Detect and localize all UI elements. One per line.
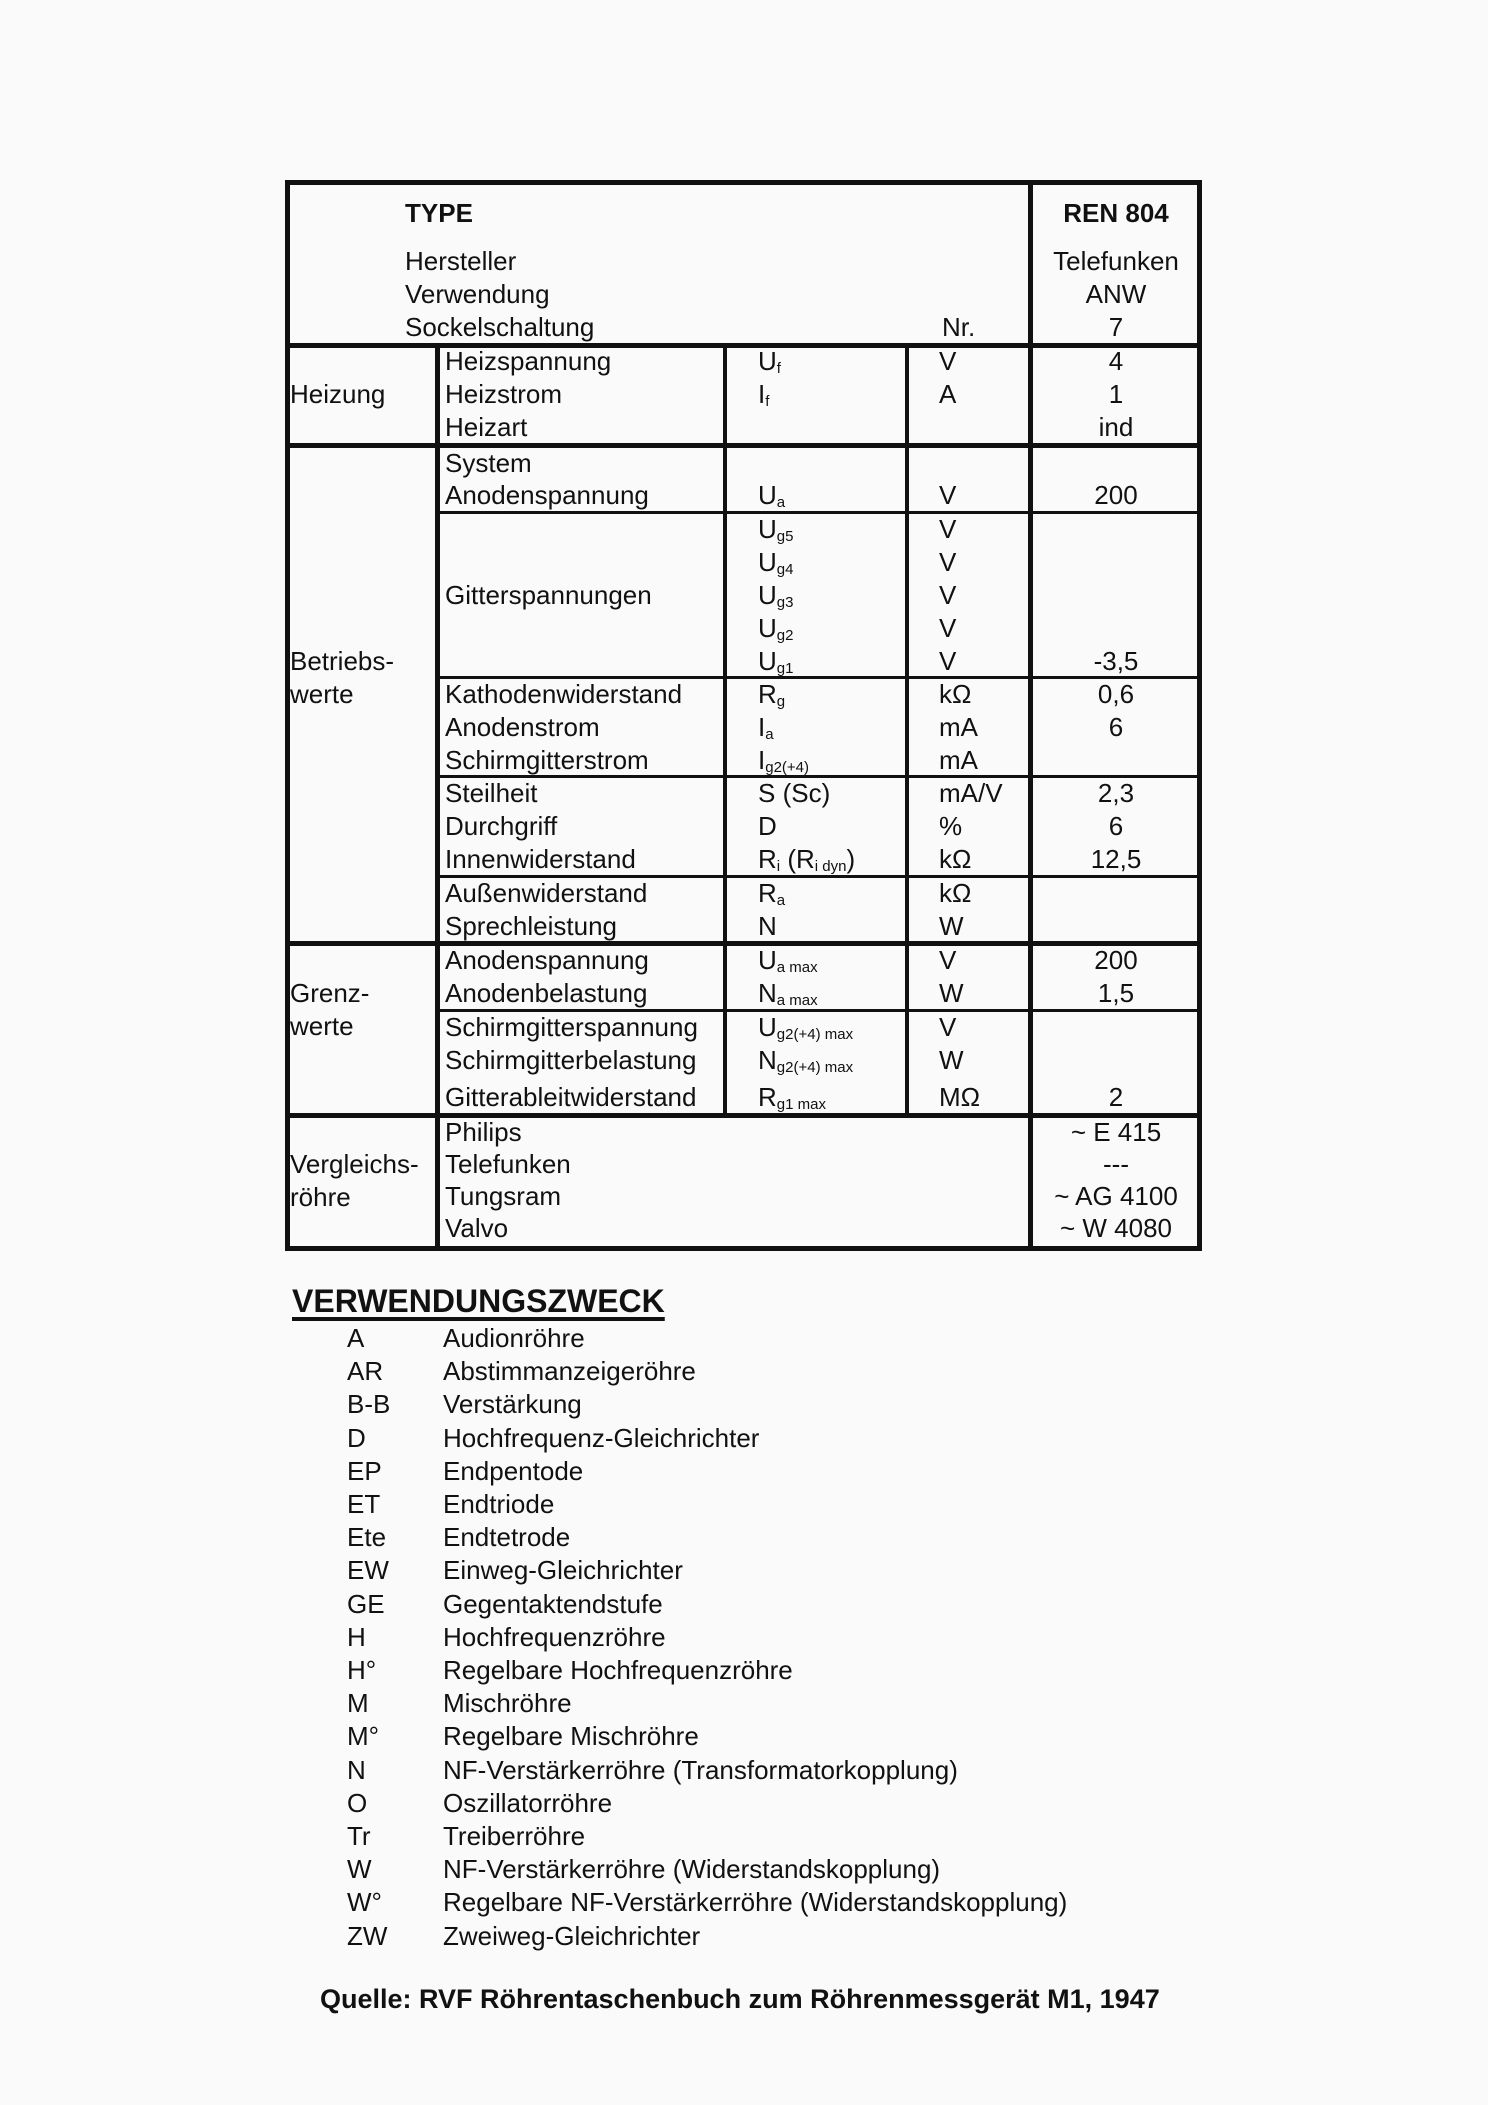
param-value: 200 — [1094, 480, 1138, 510]
param-symbol — [758, 645, 793, 678]
param-value: 2 — [1108, 1082, 1124, 1112]
legend-description: Verstärkung — [443, 1389, 582, 1420]
sockel-value: 7 — [1108, 312, 1124, 342]
symbol-base: R — [758, 844, 777, 874]
legend-description: Regelbare NF-Verstärkerröhre (Widerstandskopplung) — [443, 1887, 1068, 1918]
symbol-base: U — [758, 346, 777, 376]
legend-code: A — [347, 1323, 365, 1353]
symbol-base: I — [758, 712, 766, 742]
param-value: -3,5 — [1093, 646, 1139, 676]
legend-code: EW — [347, 1555, 389, 1586]
legend-description: Endtriode — [443, 1489, 555, 1519]
param-value: 4 — [1108, 346, 1124, 376]
symbol-base: U — [758, 514, 777, 544]
param-unit: mA/V — [939, 778, 1003, 808]
betrieb-group-label-1: Betriebs- — [290, 646, 395, 676]
symbol-subscript: f — [776, 360, 781, 377]
param-unit: kΩ — [939, 878, 972, 908]
param-label: Anodenspannung — [445, 480, 649, 510]
comparison-value: ~ E 415 — [1070, 1117, 1162, 1147]
symbol-subscript: f — [765, 393, 770, 410]
legend-code: Tr — [347, 1821, 371, 1851]
param-label: Anodenbelastung — [445, 978, 648, 1008]
param-symbol — [758, 810, 777, 843]
param-unit: V — [939, 613, 957, 643]
symbol-base: R — [758, 679, 777, 709]
grenz-group-label-2: werte — [290, 1011, 354, 1041]
symbol-base: R — [758, 1082, 777, 1112]
legend-code: O — [347, 1787, 368, 1818]
symbol-subscript: g2(+4) — [765, 759, 810, 776]
comparison-maker: Philips — [445, 1117, 522, 1147]
legend-description: Zweiweg-Gleichrichter — [443, 1920, 701, 1951]
param-symbol — [758, 977, 818, 1010]
symbol-base: I — [758, 745, 766, 775]
legend-code: ZW — [347, 1920, 388, 1951]
legend-description: Abstimmanzeigeröhre — [443, 1356, 696, 1387]
symbol-base: U — [758, 646, 777, 676]
legend-description: Endpentode — [443, 1455, 584, 1486]
symbol-base: U — [758, 580, 777, 610]
legend-code: W — [347, 1854, 372, 1885]
symbol-subscript: a max — [776, 992, 818, 1009]
param-symbol — [758, 479, 785, 512]
hersteller-value: Telefunken — [1053, 246, 1179, 276]
symbol-subscript: a — [776, 892, 786, 909]
legend-description: Treiberröhre — [443, 1821, 586, 1851]
legend-code: H° — [347, 1655, 377, 1685]
param-unit: MΩ — [939, 1082, 981, 1112]
comparison-maker: Valvo — [445, 1213, 509, 1243]
type-label: TYPE — [405, 198, 473, 228]
legend-code: M° — [347, 1721, 380, 1752]
symbol-subscript: a — [776, 494, 786, 511]
symbol-subscript: g1 — [776, 660, 794, 677]
param-label: Durchgriff — [445, 811, 558, 841]
param-unit: W — [939, 1045, 964, 1075]
table-rule — [905, 345, 909, 1115]
symbol-subscript: i dyn — [814, 858, 847, 875]
legend-description: Hochfrequenzröhre — [443, 1621, 666, 1652]
param-symbol — [758, 378, 769, 411]
symbol-base: S (Sc) — [758, 778, 831, 808]
symbol-base: ) — [846, 844, 856, 874]
legend-description: Audionröhre — [443, 1323, 585, 1353]
vergleich-group-label-2: röhre — [290, 1182, 351, 1212]
legend-code: W° — [347, 1887, 382, 1918]
symbol-base: N — [758, 978, 777, 1008]
symbol-subscript: g4 — [776, 561, 794, 578]
param-symbol — [758, 1081, 826, 1114]
param-symbol — [758, 1044, 853, 1077]
hersteller-label: Hersteller — [405, 246, 517, 276]
legend-code: GE — [347, 1588, 385, 1619]
symbol-base: U — [758, 1012, 777, 1042]
legend-code: M — [347, 1688, 369, 1719]
param-value: 2,3 — [1097, 778, 1135, 808]
param-unit: V — [939, 346, 957, 376]
param-label: Steilheit — [445, 778, 538, 808]
symbol-subscript: i — [776, 858, 781, 875]
legend-code: N — [347, 1754, 366, 1785]
legend-title: VERWENDUNGSZWECK — [292, 1283, 665, 1319]
symbol-subscript: g2(+4) max — [776, 1026, 854, 1043]
param-symbol — [758, 777, 830, 810]
param-unit: mA — [939, 745, 978, 775]
sockel-nr-label: Nr. — [942, 312, 976, 342]
param-unit: W — [939, 978, 964, 1008]
param-symbol — [758, 877, 785, 910]
param-value: 200 — [1094, 945, 1138, 975]
type-value: REN 804 — [1063, 198, 1169, 228]
param-value: ind — [1098, 412, 1134, 442]
param-label: Heizstrom — [445, 379, 563, 409]
legend-description: NF-Verstärkerröhre (Transformatorkopplung) — [443, 1754, 958, 1785]
param-unit: kΩ — [939, 844, 972, 874]
param-value: 6 — [1108, 811, 1124, 841]
symbol-subscript: g1 max — [776, 1096, 826, 1113]
symbol-base: U — [758, 613, 777, 643]
symbol-base: I — [758, 379, 766, 409]
param-label: Schirmgitterspannung — [445, 1012, 698, 1042]
table-rule — [435, 345, 440, 1251]
grenz-group-label-1: Grenz- — [290, 978, 370, 1008]
param-label: Heizart — [445, 412, 528, 442]
symbol-subscript: g — [776, 693, 786, 710]
symbol-subscript: g5 — [776, 528, 794, 545]
legend-code: D — [347, 1422, 366, 1453]
param-unit: V — [939, 480, 957, 510]
legend-code: H — [347, 1621, 366, 1652]
symbol-subscript: a max — [776, 959, 818, 976]
param-unit: V — [939, 514, 957, 544]
param-unit: W — [939, 911, 964, 941]
verwendung-label: Verwendung — [405, 279, 550, 309]
symbol-base: N — [758, 911, 777, 941]
symbol-base: U — [758, 480, 777, 510]
param-unit: V — [939, 646, 957, 676]
param-symbol — [758, 1011, 853, 1044]
source-citation: Quelle: RVF Röhrentaschenbuch zum Röhrenmessgerät M1, 1947 — [320, 1984, 1160, 2014]
symbol-base: (R — [780, 844, 815, 874]
sockel-label: Sockelschaltung — [405, 312, 595, 342]
symbol-subscript: g3 — [776, 594, 794, 611]
comparison-maker: Telefunken — [445, 1149, 571, 1179]
param-unit: V — [939, 547, 957, 577]
legend-description: Mischröhre — [443, 1688, 572, 1719]
param-label: Anodenspannung — [445, 945, 649, 975]
comparison-maker: Tungsram — [445, 1181, 562, 1211]
symbol-subscript: g2(+4) max — [776, 1059, 854, 1076]
param-symbol — [758, 546, 793, 579]
param-symbol — [758, 612, 793, 645]
param-unit: A — [939, 379, 957, 409]
param-unit: mA — [939, 712, 978, 742]
symbol-base: R — [758, 878, 777, 908]
param-symbol — [758, 910, 777, 943]
param-value: 1 — [1108, 379, 1124, 409]
legend-code: EP — [347, 1455, 382, 1486]
legend-code: ET — [347, 1489, 381, 1519]
param-value: 1,5 — [1097, 978, 1135, 1008]
param-label: Heizspannung — [445, 346, 612, 376]
symbol-base: U — [758, 945, 777, 975]
gitter-label: Gitterspannungen — [445, 580, 652, 610]
param-value: 0,6 — [1097, 679, 1135, 709]
param-label: Außenwiderstand — [445, 878, 648, 908]
symbol-base: U — [758, 547, 777, 577]
symbol-base: D — [758, 811, 777, 841]
param-label: Kathodenwiderstand — [445, 679, 683, 709]
symbol-subscript: a — [765, 726, 774, 743]
legend-description: Regelbare Hochfrequenzröhre — [443, 1655, 793, 1685]
param-symbol — [758, 711, 774, 744]
comparison-value: --- — [1103, 1149, 1129, 1179]
param-label: Sprechleistung — [445, 911, 617, 941]
betrieb-group-label-2: werte — [290, 679, 354, 709]
table-rule — [723, 345, 727, 1115]
param-symbol — [758, 744, 809, 777]
legend-description: Einweg-Gleichrichter — [443, 1555, 683, 1586]
param-unit: V — [939, 580, 957, 610]
symbol-base: N — [758, 1045, 777, 1075]
param-unit: kΩ — [939, 679, 972, 709]
legend-description: Regelbare Mischröhre — [443, 1721, 699, 1752]
legend-code: Ete — [347, 1522, 387, 1553]
legend-description: Gegentaktendstufe — [443, 1588, 663, 1619]
param-symbol — [758, 345, 781, 378]
heizung-group-label: Heizung — [290, 379, 386, 409]
comparison-value: ~ AG 4100 — [1054, 1181, 1178, 1211]
legend-code: B-B — [347, 1389, 391, 1420]
param-symbol — [758, 944, 818, 977]
legend-description: Oszillatorröhre — [443, 1787, 613, 1818]
param-unit: V — [939, 945, 957, 975]
param-symbol — [758, 579, 793, 612]
symbol-subscript: g2 — [776, 627, 794, 644]
param-label: Gitterableitwiderstand — [445, 1082, 697, 1112]
param-unit: % — [939, 811, 963, 841]
param-label: Schirmgitterbelastung — [445, 1045, 697, 1075]
legend-code: AR — [347, 1356, 384, 1387]
comparison-value: ~ W 4080 — [1059, 1213, 1172, 1243]
system-label: System — [445, 448, 532, 478]
param-symbol — [758, 678, 785, 711]
param-value: 6 — [1108, 712, 1124, 742]
legend-description: NF-Verstärkerröhre (Widerstandskopplung) — [443, 1854, 941, 1885]
param-symbol — [758, 843, 855, 876]
param-label: Schirmgitterstrom — [445, 745, 649, 775]
legend-description: Hochfrequenz-Gleichrichter — [443, 1422, 760, 1453]
param-label: Anodenstrom — [445, 712, 600, 742]
param-label: Innenwiderstand — [445, 844, 636, 874]
vergleich-group-label-1: Vergleichs- — [290, 1149, 419, 1179]
param-unit: V — [939, 1012, 957, 1042]
legend-description: Endtetrode — [443, 1522, 571, 1553]
param-value: 12,5 — [1090, 844, 1142, 874]
param-symbol — [758, 513, 793, 546]
verwendung-value: ANW — [1085, 279, 1147, 309]
